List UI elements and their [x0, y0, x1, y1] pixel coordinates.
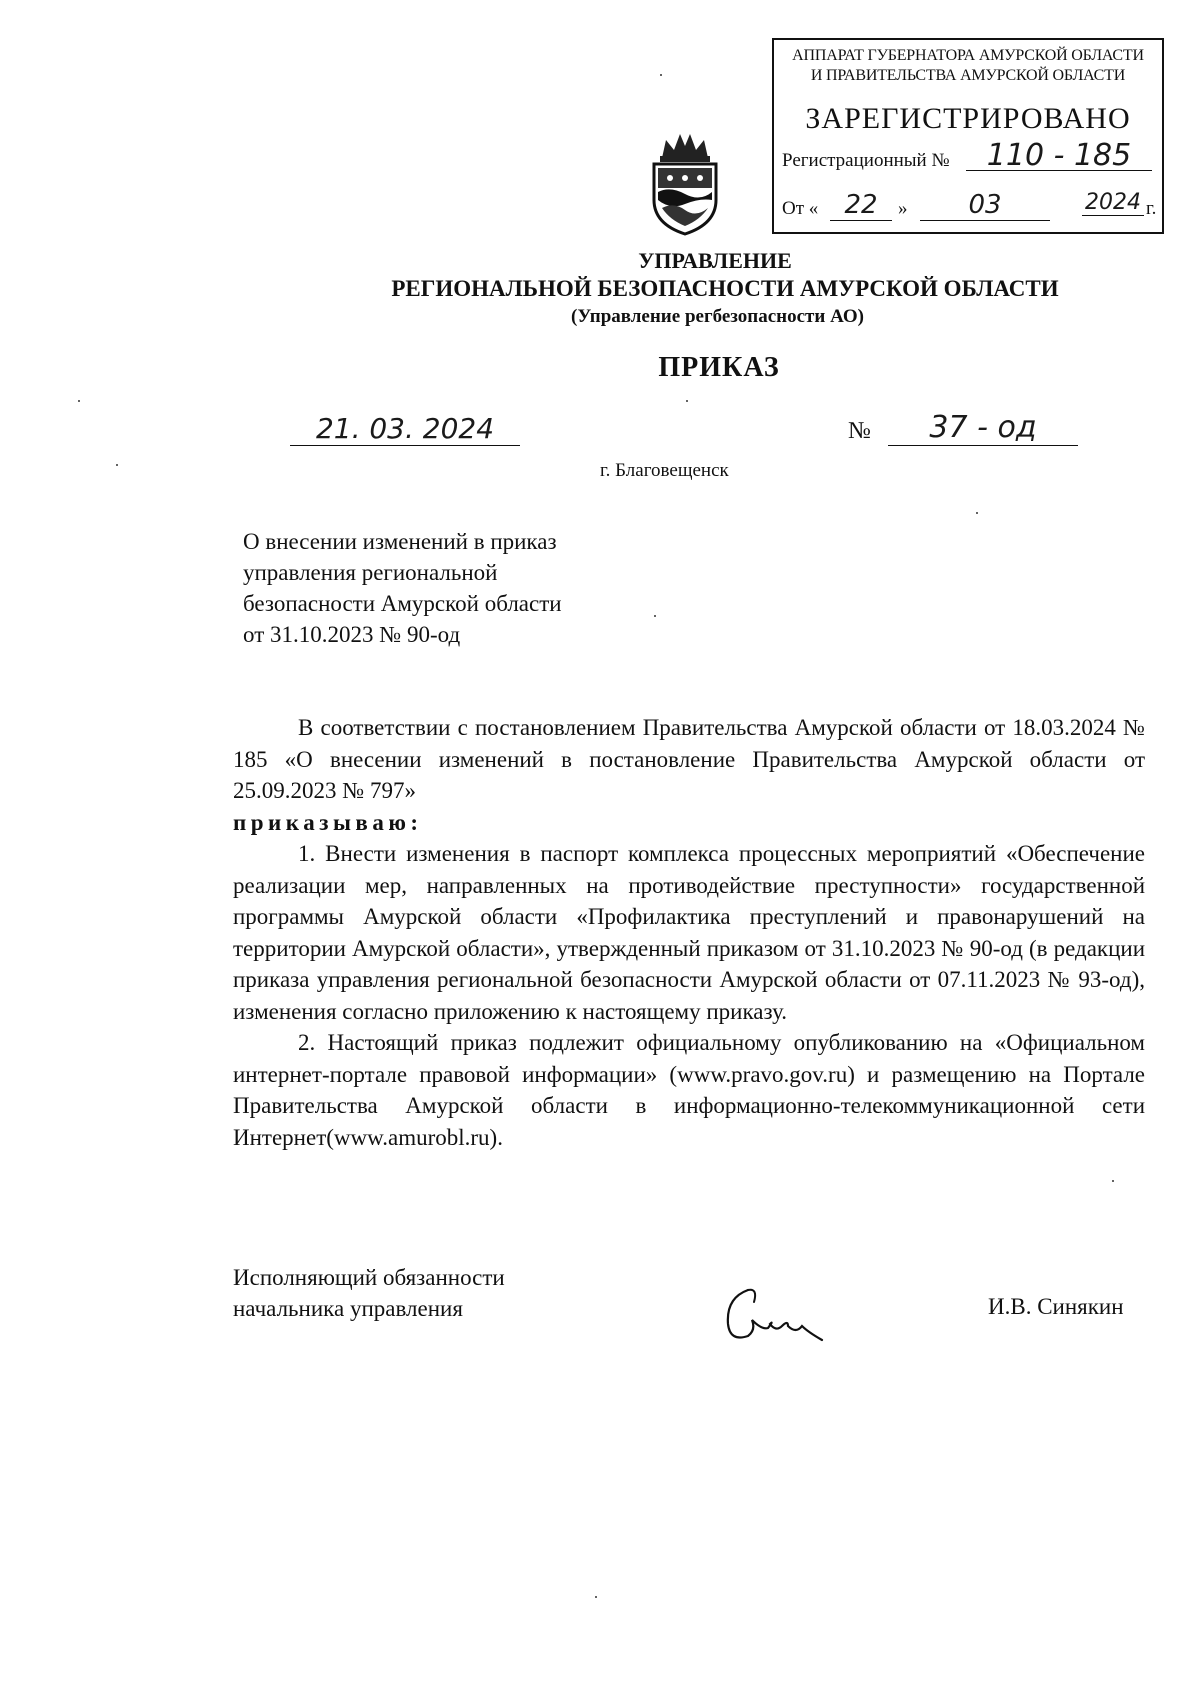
scan-speck — [660, 74, 662, 76]
scan-speck — [78, 400, 80, 402]
scan-speck — [976, 512, 978, 514]
order-date: 21. 03. 2024 — [290, 412, 520, 446]
stamp-year-suffix: г. — [1146, 198, 1157, 219]
scan-speck — [654, 615, 656, 617]
subject-line: управления региональной — [243, 560, 498, 585]
scan-speck — [1112, 1180, 1114, 1182]
order-number: 37 - од — [888, 410, 1078, 446]
signer-position-line1: Исполняющий обязанности — [233, 1265, 505, 1290]
order-city: г. Благовещенск — [600, 460, 729, 481]
scan-speck — [686, 400, 688, 402]
org-name-line1: УПРАВЛЕНИЕ — [638, 248, 792, 273]
registration-stamp — [772, 38, 1164, 234]
stamp-quote-close: » — [898, 198, 908, 219]
stamp-org-line1: АППАРАТ ГУБЕРНАТОРА АМУРСКОЙ ОБЛАСТИ — [792, 47, 1144, 64]
scan-speck — [116, 464, 118, 466]
signer-name: И.В. Синякин — [988, 1294, 1124, 1319]
signer-position — [233, 1262, 505, 1324]
body-item-2: 2. Настоящий приказ подлежит официальному опубликованию на «Официальном интернет-портале правовой информации» (www.pravo.gov.ru) и размещению на Портале Правительства Амурской области в информационно-телекоммуникационной сети Интернет(www.amurobl.ru). — [233, 1030, 1145, 1150]
scan-speck — [595, 1596, 597, 1598]
stamp-year: 2024 — [1082, 190, 1144, 216]
stamp-reg-label: Регистрационный № — [782, 150, 950, 171]
stamp-from-label: От « — [782, 198, 819, 219]
order-body — [233, 712, 1145, 1153]
body-preamble: В соответствии с постановлением Правительства Амурской области от 18.03.2024 № 185 «О внесении изменений в постановление Правительства Амурской области от 25.09.2023 № 797» — [233, 715, 1145, 803]
stamp-reg-number: 110 - 185 — [966, 138, 1152, 171]
org-name-line2: РЕГИОНАЛЬНОЙ БЕЗОПАСНОСТИ АМУРСКОЙ ОБЛАСТИ — [391, 276, 1059, 301]
handwritten-signature-icon — [718, 1280, 838, 1360]
body-order-word: приказываю: — [233, 809, 423, 835]
stamp-title: ЗАРЕГИСТРИРОВАНО — [805, 102, 1131, 135]
subject-line: О внесении изменений в приказ — [243, 529, 557, 554]
body-item-1: 1. Внести изменения в паспорт комплекса процессных мероприятий «Обеспечение реализации мер, направленных на противодействие преступности» государственной программы Амурской области «Профилактика преступлений и правонарушений на территории Амурской области», утвержденный приказом от 31.10.2023 № 90-од (в редакции приказа управления региональной безопасности Амурской области от 07.11.2023 № 93-од), изменения согласно приложению к настоящему приказу. — [233, 841, 1145, 1024]
amur-region-coat-of-arms-icon — [640, 128, 730, 238]
stamp-month: 03 — [920, 190, 1050, 221]
org-short-name: (Управление регбезопасности АО) — [571, 306, 864, 327]
order-number-label: № — [848, 418, 871, 444]
order-subject — [243, 526, 562, 650]
document-type-title: ПРИКАЗ — [658, 352, 780, 383]
stamp-day: 22 — [830, 190, 892, 221]
stamp-org-line2: И ПРАВИТЕЛЬСТВА АМУРСКОЙ ОБЛАСТИ — [810, 67, 1126, 84]
signer-position-line2: начальника управления — [233, 1296, 463, 1321]
subject-line: безопасности Амурской области — [243, 591, 562, 616]
subject-line: от 31.10.2023 № 90-од — [243, 622, 461, 647]
